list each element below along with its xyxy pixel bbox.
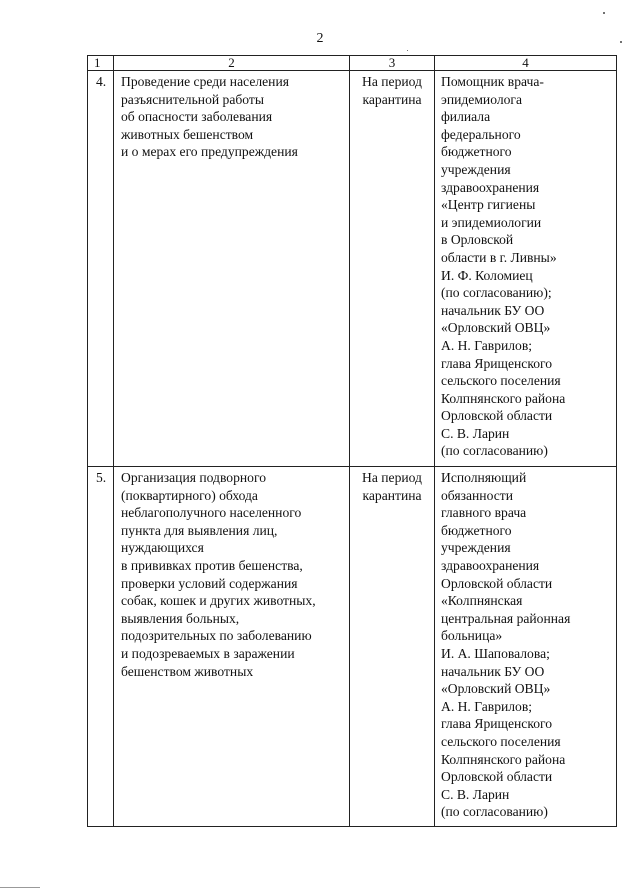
- column-number-1: 1: [88, 56, 114, 71]
- row-term: На период карантина: [362, 470, 422, 503]
- column-number-2: 2: [114, 56, 350, 71]
- row-action: Организация подворного (поквартирного) обхода неблагополучного населенного пункта для выявления лиц, нуждающихся в прививках против бешенства, проверки условий содержания собак, кошек и других животных, выявления больных, подозрительных по заболеванию и подозреваемых в заражении бешенством животных: [121, 470, 316, 679]
- row-responsible: Исполняющий обязанности главного врача бюджетного учреждения здравоохранения Орловской области «Колпнянская центральная районная больница» И. А. Шаповалова; начальник БУ ОО «Орловский ОВЦ» А. Н. Гаврилов; глава Ярищенского сельского поселения Колпнянского района Орловской области С. В. Ларин (по согласованию): [441, 470, 571, 820]
- column-number-3: 3: [350, 56, 435, 71]
- row-action: Проведение среди населения разъяснительной работы об опасности заболевания животных бешенством и о мерах его предупреждения: [121, 74, 298, 160]
- row-number: 4.: [96, 74, 107, 89]
- page-number: 2: [316, 31, 324, 46]
- row-number: 5.: [96, 470, 107, 485]
- table-row: [88, 71, 617, 467]
- row-term: На период карантина: [362, 74, 422, 107]
- table-row: [88, 467, 617, 827]
- scan-speck: [407, 50, 408, 51]
- measures-table: [87, 55, 617, 827]
- scan-speck: [620, 41, 622, 43]
- scan-edge-mark: [0, 887, 40, 888]
- row-responsible: Помощник врача- эпидемиолога филиала федерального бюджетного учреждения здравоохранения «Центр гигиены и эпидемиологии в Орловской области в г. Ливны» И. Ф. Коломиец (по согласованию); начальник БУ ОО «Орловский ОВЦ» А. Н. Гаврилов; глава Ярищенского сельского поселения Колпнянского района Орловской области С. В. Ларин (по согласованию): [441, 74, 566, 459]
- scan-speck: [603, 12, 605, 14]
- column-number-4: 4: [435, 56, 617, 71]
- table-header-row: [88, 56, 617, 71]
